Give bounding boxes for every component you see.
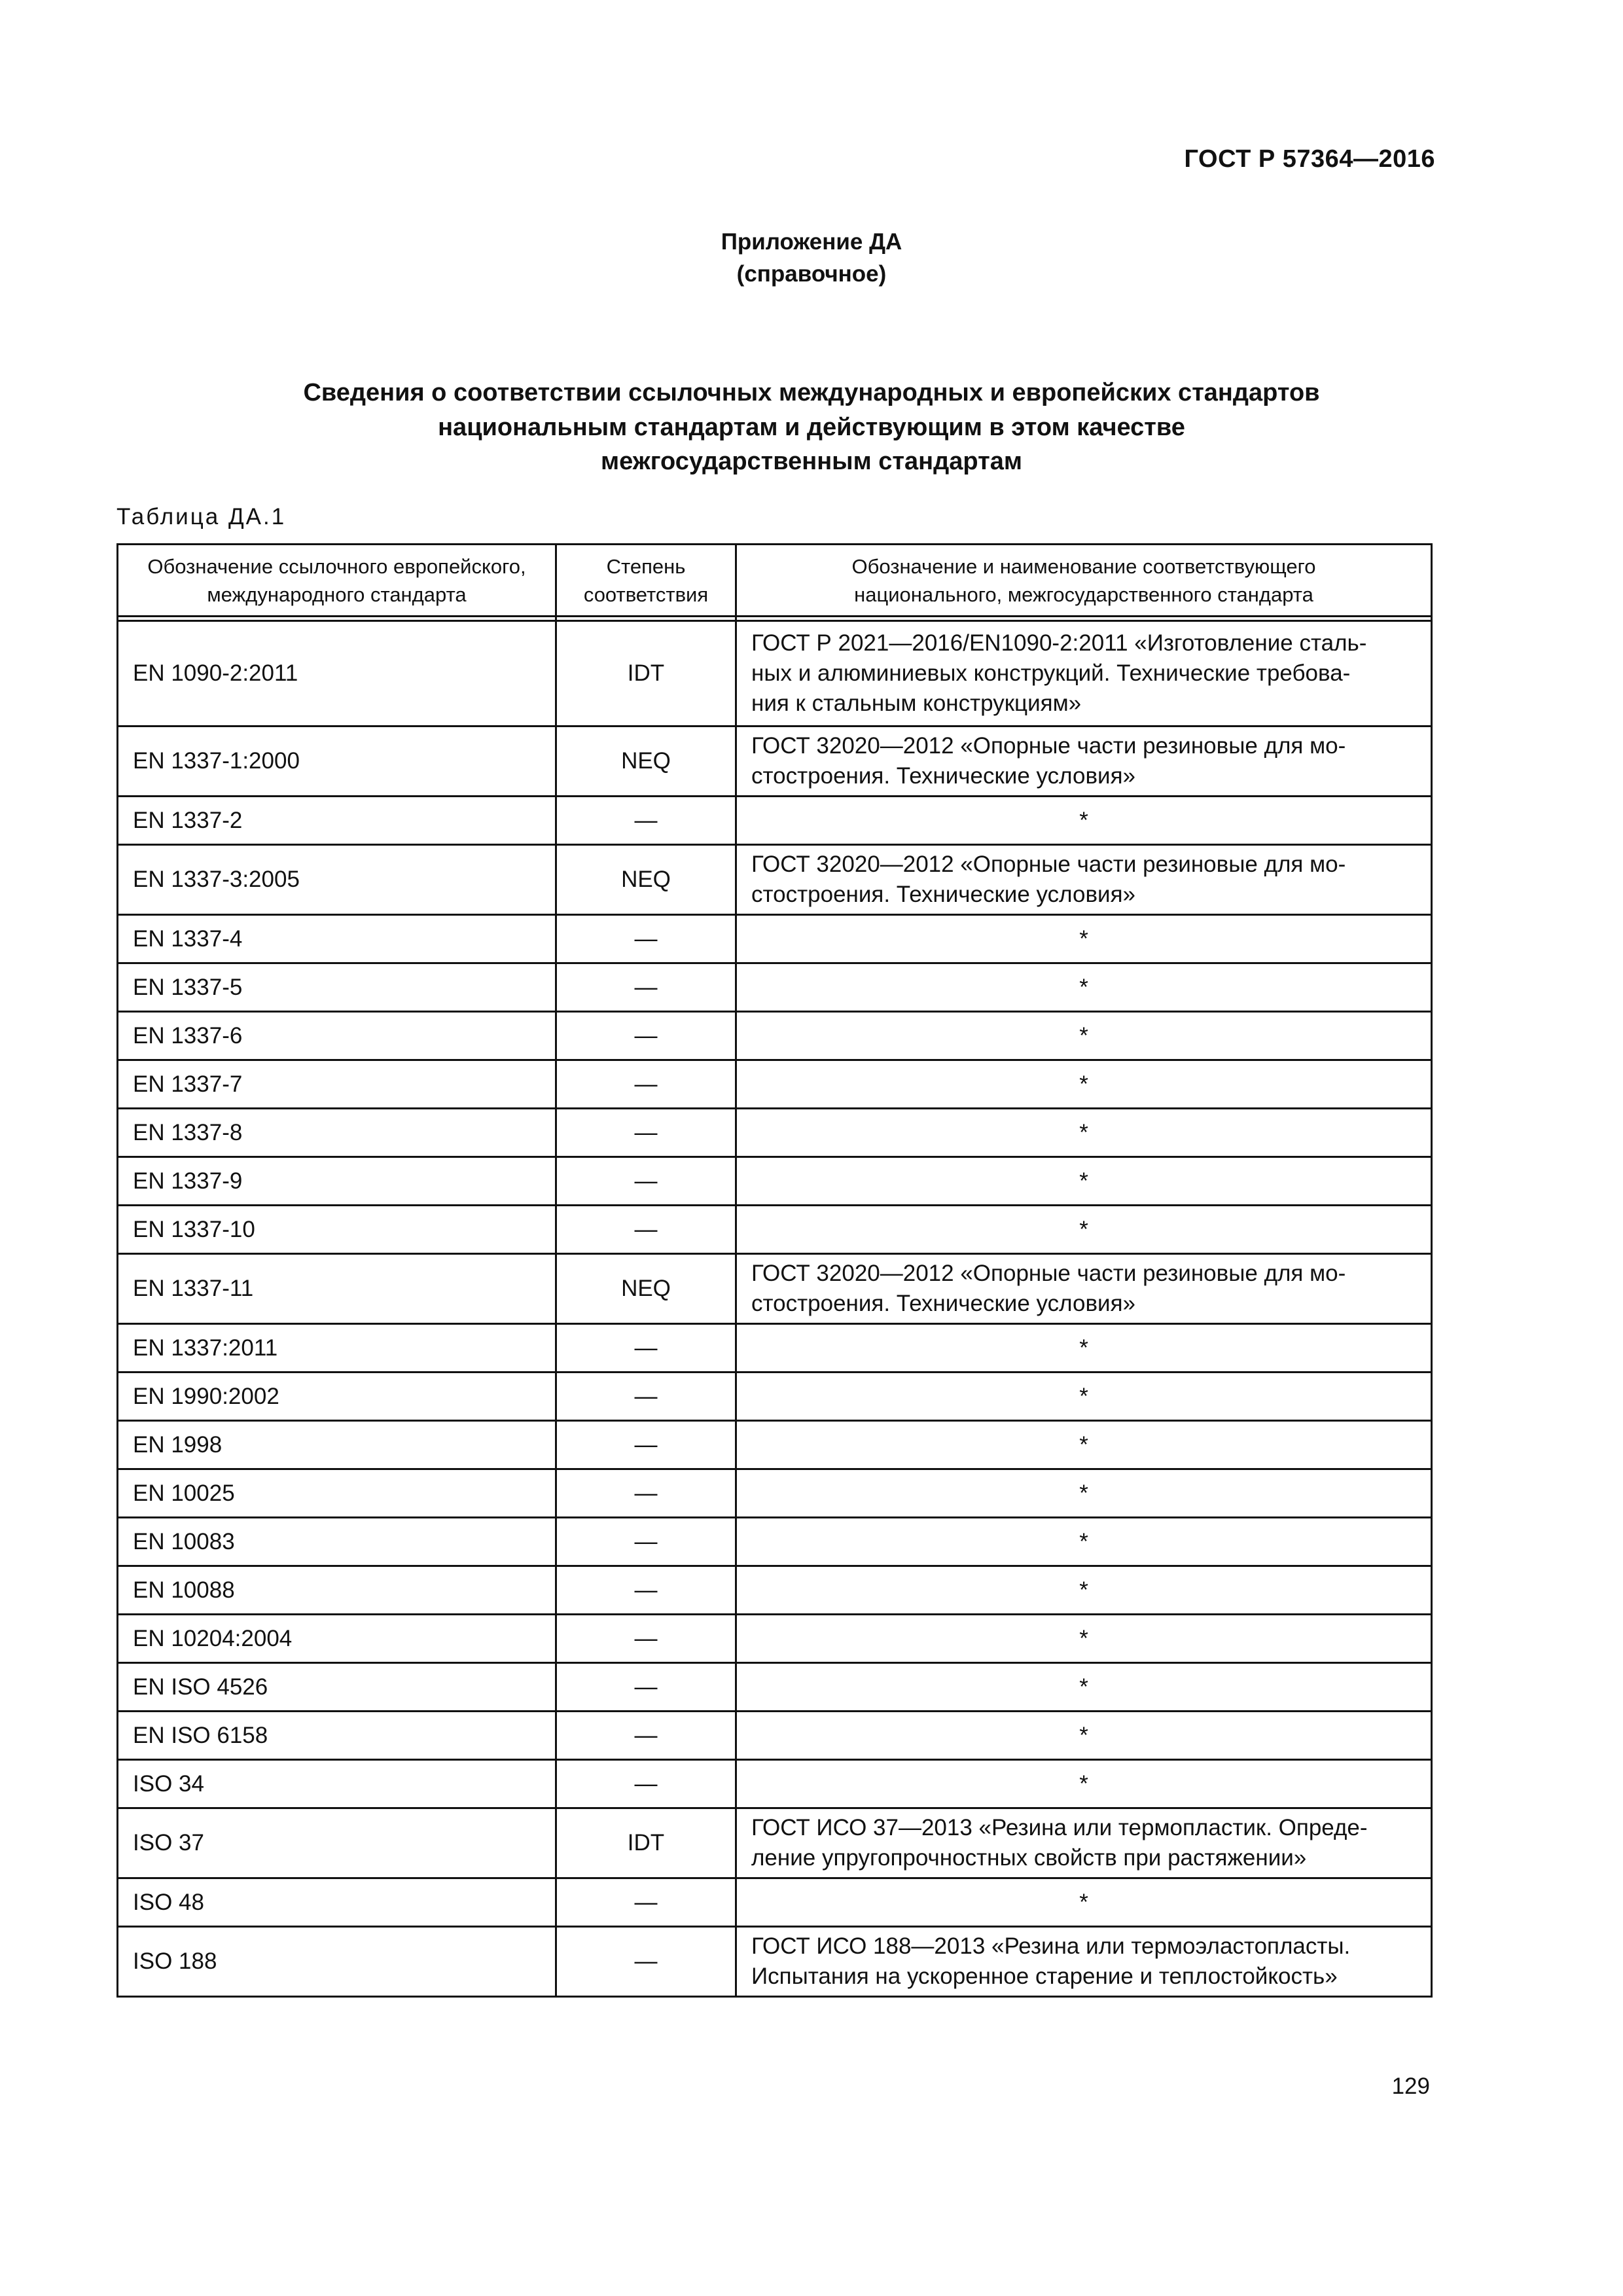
cell-degree: — <box>556 1663 736 1712</box>
cell-reference-standard: EN 1337:2011 <box>118 1324 556 1372</box>
cell-degree: — <box>556 1566 736 1615</box>
header-line: национального, межгосударственного стандарта <box>854 583 1313 606</box>
page-number: 129 <box>1391 2073 1430 2099</box>
cell-text-line: * <box>1079 1625 1088 1651</box>
cell-text-line: * <box>1079 1770 1088 1797</box>
cell-text-line: стостроения. Технические условия» <box>751 882 1136 907</box>
section-title-line-1: Сведения о соответствии ссылочных международных и европейских стандартов <box>303 379 1320 406</box>
cell-national-standard <box>736 1157 1432 1206</box>
cell-degree: — <box>556 1421 736 1469</box>
cell-reference-standard: EN ISO 4526 <box>118 1663 556 1712</box>
cell-reference-standard: EN 1337-8 <box>118 1109 556 1157</box>
cell-text-line: * <box>1079 1071 1088 1097</box>
cell-degree: — <box>556 1518 736 1566</box>
cell-text-line: ГОСТ 32020—2012 «Опорные части резиновые для мо- <box>751 1261 1346 1286</box>
table-row <box>118 1206 1432 1254</box>
cell-national-standard <box>736 1760 1432 1808</box>
cell-reference-standard: EN 10088 <box>118 1566 556 1615</box>
table-row <box>118 1663 1432 1712</box>
cell-national-standard <box>736 1566 1432 1615</box>
cell-degree: — <box>556 1060 736 1109</box>
table-header-row <box>118 545 1432 617</box>
cell-national-standard <box>736 1012 1432 1060</box>
cell-text-line: * <box>1079 1889 1088 1915</box>
section-title-line-2: национальным стандартам и действующим в этом качестве <box>438 414 1185 441</box>
cell-text-line: * <box>1079 1022 1088 1049</box>
table-row <box>118 915 1432 963</box>
cell-reference-standard: EN 10083 <box>118 1518 556 1566</box>
appendix-type: (справочное) <box>736 261 887 287</box>
cell-national-standard <box>736 963 1432 1012</box>
cell-degree: NEQ <box>556 726 736 797</box>
cell-text-line: ГОСТ Р 2021—2016/EN1090-2:2011 «Изготовление сталь- <box>751 630 1367 656</box>
table-row <box>118 1518 1432 1566</box>
cell-reference-standard: ISO 37 <box>118 1808 556 1878</box>
cell-reference-standard: EN 10204:2004 <box>118 1615 556 1663</box>
cell-reference-standard: ISO 34 <box>118 1760 556 1808</box>
table-row <box>118 1927 1432 1997</box>
cell-national-standard <box>736 1109 1432 1157</box>
cell-national-standard <box>736 1254 1432 1324</box>
cell-text-line: стостроения. Технические условия» <box>751 1291 1136 1316</box>
cell-reference-standard: EN 1337-10 <box>118 1206 556 1254</box>
cell-text-line: * <box>1079 1119 1088 1145</box>
cell-national-standard <box>736 726 1432 797</box>
cell-reference-standard: EN 10025 <box>118 1469 556 1518</box>
table-row <box>118 845 1432 915</box>
cell-text-line: * <box>1079 1216 1088 1242</box>
cell-degree: — <box>556 1109 736 1157</box>
cell-text-line: * <box>1079 807 1088 833</box>
appendix-title: Приложение ДА <box>721 229 902 255</box>
cell-national-standard <box>736 797 1432 845</box>
cell-national-standard <box>736 1808 1432 1878</box>
table-row <box>118 1712 1432 1760</box>
cell-degree: — <box>556 915 736 963</box>
cell-reference-standard: EN ISO 6158 <box>118 1712 556 1760</box>
cell-text-line: * <box>1079 1431 1088 1458</box>
table-row <box>118 726 1432 797</box>
cell-reference-standard: EN 1337-4 <box>118 915 556 963</box>
cell-national-standard <box>736 1927 1432 1997</box>
cell-reference-standard: EN 1990:2002 <box>118 1372 556 1421</box>
cell-national-standard <box>736 1206 1432 1254</box>
cell-reference-standard: EN 1337-6 <box>118 1012 556 1060</box>
cell-degree: IDT <box>556 621 736 726</box>
table-body <box>118 617 1432 1997</box>
cell-reference-standard: EN 1337-3:2005 <box>118 845 556 915</box>
cell-degree: — <box>556 1469 736 1518</box>
correspondence-table <box>116 543 1433 1998</box>
header-separator <box>118 617 1432 621</box>
cell-text-line: ных и алюминиевых конструкций. Технические требова- <box>751 660 1351 686</box>
cell-national-standard <box>736 915 1432 963</box>
cell-text-line: * <box>1079 1335 1088 1361</box>
table-row <box>118 1109 1432 1157</box>
cell-degree: — <box>556 963 736 1012</box>
cell-reference-standard: EN 1337-11 <box>118 1254 556 1324</box>
table-row <box>118 1615 1432 1663</box>
cell-degree: — <box>556 1206 736 1254</box>
cell-text-line: * <box>1079 925 1088 952</box>
cell-reference-standard: EN 1337-2 <box>118 797 556 845</box>
cell-text-line: стостроения. Технические условия» <box>751 763 1136 789</box>
cell-text-line: * <box>1079 1383 1088 1409</box>
table-row <box>118 1760 1432 1808</box>
cell-degree: — <box>556 1927 736 1997</box>
cell-text-line: * <box>1079 1168 1088 1194</box>
table-label: Таблица ДА.1 <box>116 504 287 529</box>
cell-national-standard <box>736 845 1432 915</box>
cell-national-standard <box>736 1518 1432 1566</box>
cell-degree: — <box>556 1712 736 1760</box>
cell-degree: — <box>556 1372 736 1421</box>
cell-degree: — <box>556 1012 736 1060</box>
header-line: Обозначение ссылочного европейского, <box>147 554 526 578</box>
header-line: Степень <box>606 554 686 578</box>
cell-degree: NEQ <box>556 845 736 915</box>
table-row <box>118 1324 1432 1372</box>
cell-reference-standard: EN 1337-9 <box>118 1157 556 1206</box>
cell-text-line: * <box>1079 1674 1088 1700</box>
cell-text-line: * <box>1079 1722 1088 1748</box>
table-row <box>118 1469 1432 1518</box>
cell-national-standard <box>736 1060 1432 1109</box>
cell-text-line: * <box>1079 1528 1088 1554</box>
cell-text-line: ление упругопрочностных свойств при растяжении» <box>751 1845 1307 1871</box>
cell-degree: — <box>556 797 736 845</box>
cell-degree: — <box>556 1324 736 1372</box>
cell-text-line: ГОСТ ИСО 188—2013 «Резина или термоэластопласты. <box>751 1933 1351 1959</box>
table-row <box>118 1372 1432 1421</box>
cell-degree: — <box>556 1157 736 1206</box>
table-row <box>118 1060 1432 1109</box>
table-row <box>118 621 1432 726</box>
cell-reference-standard: ISO 48 <box>118 1878 556 1927</box>
cell-national-standard <box>736 1324 1432 1372</box>
cell-reference-standard: EN 1090-2:2011 <box>118 621 556 726</box>
cell-national-standard <box>736 1878 1432 1927</box>
header-line: международного стандарта <box>207 583 467 606</box>
header-degree <box>556 545 736 617</box>
cell-reference-standard: ISO 188 <box>118 1927 556 1997</box>
cell-degree: — <box>556 1615 736 1663</box>
cell-reference-standard: EN 1337-5 <box>118 963 556 1012</box>
table-row <box>118 1157 1432 1206</box>
table-row <box>118 963 1432 1012</box>
cell-national-standard <box>736 1712 1432 1760</box>
header-line: соответствия <box>583 583 709 606</box>
cell-text-line: * <box>1079 1577 1088 1603</box>
cell-degree: NEQ <box>556 1254 736 1324</box>
header-reference-standard <box>118 545 556 617</box>
cell-national-standard <box>736 1372 1432 1421</box>
cell-degree: IDT <box>556 1808 736 1878</box>
cell-text-line: ГОСТ ИСО 37—2013 «Резина или термопластик. Опреде- <box>751 1815 1368 1840</box>
document-code: ГОСТ Р 57364—2016 <box>1184 145 1435 173</box>
table-row <box>118 1421 1432 1469</box>
cell-national-standard <box>736 1421 1432 1469</box>
cell-text-line: ния к стальным конструкциям» <box>751 691 1082 716</box>
table-row <box>118 1808 1432 1878</box>
table-row <box>118 797 1432 845</box>
cell-national-standard <box>736 1663 1432 1712</box>
table-row <box>118 1254 1432 1324</box>
table-row <box>118 1566 1432 1615</box>
header-national-standard <box>736 545 1432 617</box>
cell-text-line: ГОСТ 32020—2012 «Опорные части резиновые для мо- <box>751 733 1346 759</box>
section-title-line-3: межгосударственным стандартам <box>601 448 1022 475</box>
cell-reference-standard: EN 1998 <box>118 1421 556 1469</box>
cell-national-standard <box>736 1615 1432 1663</box>
cell-national-standard <box>736 1469 1432 1518</box>
cell-national-standard <box>736 621 1432 726</box>
cell-text-line: * <box>1079 974 1088 1000</box>
cell-text-line: Испытания на ускоренное старение и теплостойкость» <box>751 1964 1338 1989</box>
cell-degree: — <box>556 1760 736 1808</box>
cell-text-line: * <box>1079 1480 1088 1506</box>
cell-reference-standard: EN 1337-7 <box>118 1060 556 1109</box>
table-row <box>118 1878 1432 1927</box>
cell-degree: — <box>556 1878 736 1927</box>
header-line: Обозначение и наименование соответствующего <box>851 554 1316 578</box>
cell-text-line: ГОСТ 32020—2012 «Опорные части резиновые для мо- <box>751 852 1346 877</box>
table-row <box>118 1012 1432 1060</box>
cell-reference-standard: EN 1337-1:2000 <box>118 726 556 797</box>
